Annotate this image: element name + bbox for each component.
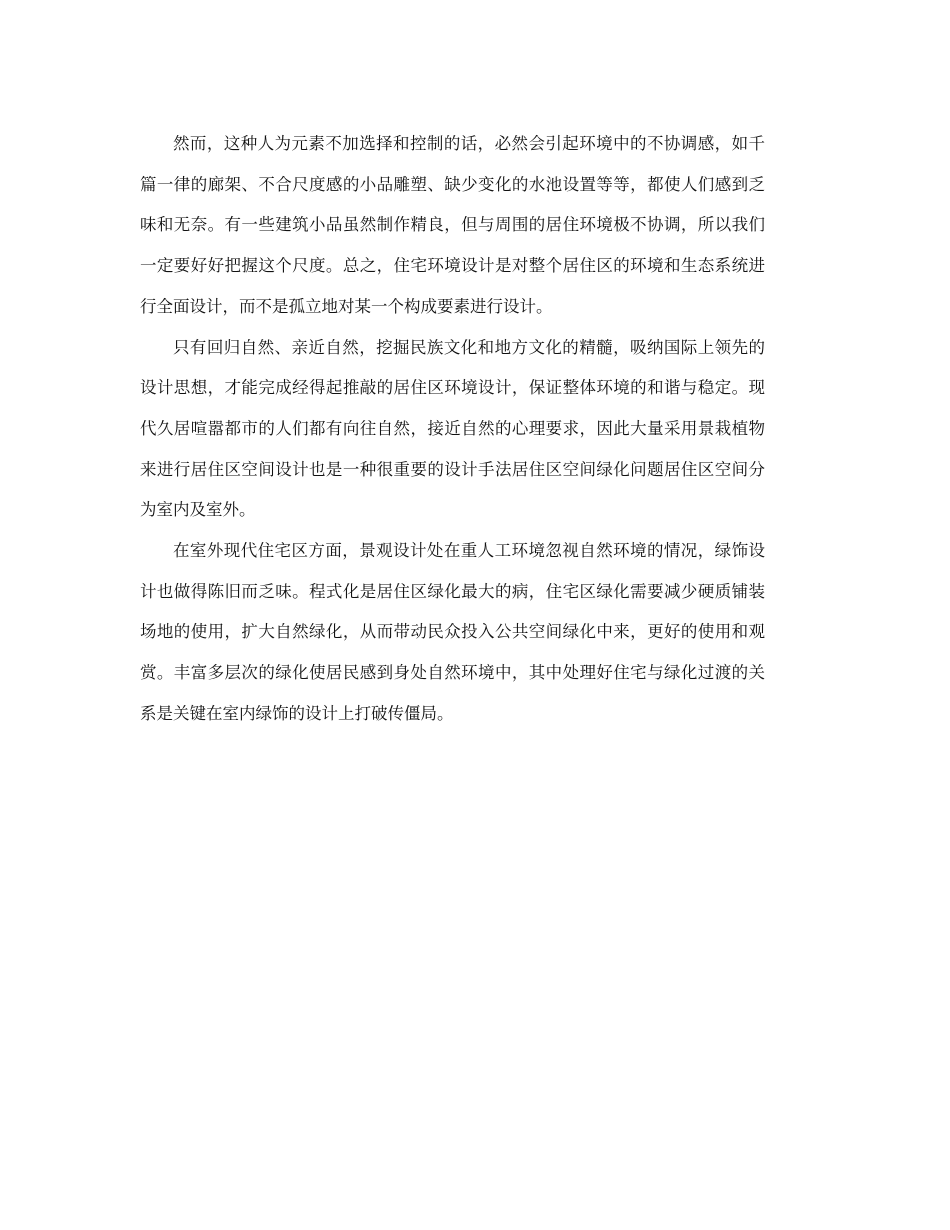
paragraph-3: 在室外现代住宅区方面，景观设计处在重人工环境忽视自然环境的情况，绿饰设计也做得陈旧而乏味。程式化是居住区绿化最大的病，住宅区绿化需要减少硬质铺装场地的使用，扩大自然绿化，从而带动民众投入公共空间绿化中来，更好的使用和观赏。丰富多层次的绿化使居民感到身处自然环境中，其中处理好住宅与绿化过渡的关系是关键在室内绿饰的设计上打破传僵局。 [140,541,765,723]
paragraph-1: 然而，这种人为元素不加选择和控制的话，必然会引起环境中的不协调感，如千篇一律的廊架、不合尺度感的小品雕塑、缺少变化的水池设置等等，都使人们感到乏味和无奈。有一些建筑小品虽然制作精良，但与周围的居住环境极不协调，所以我们一定要好好把握这个尺度。总之，住宅环境设计是对整个居住区的环境和生态系统进行全面设计，而不是孤立地对某一个构成要素进行设计。 [140,134,765,316]
paragraph-2: 只有回归自然、亲近自然，挖掘民族文化和地方文化的精髓，吸纳国际上领先的设计思想，才能完成经得起推敲的居住区环境设计，保证整体环境的和谐与稳定。现代久居喧嚣都市的人们都有向往自然，接近自然的心理要求，因此大量采用景栽植物来进行居住区空间设计也是一种很重要的设计手法居住区空间绿化问题居住区空间分为室内及室外。 [140,337,765,520]
body-text [140,124,765,735]
